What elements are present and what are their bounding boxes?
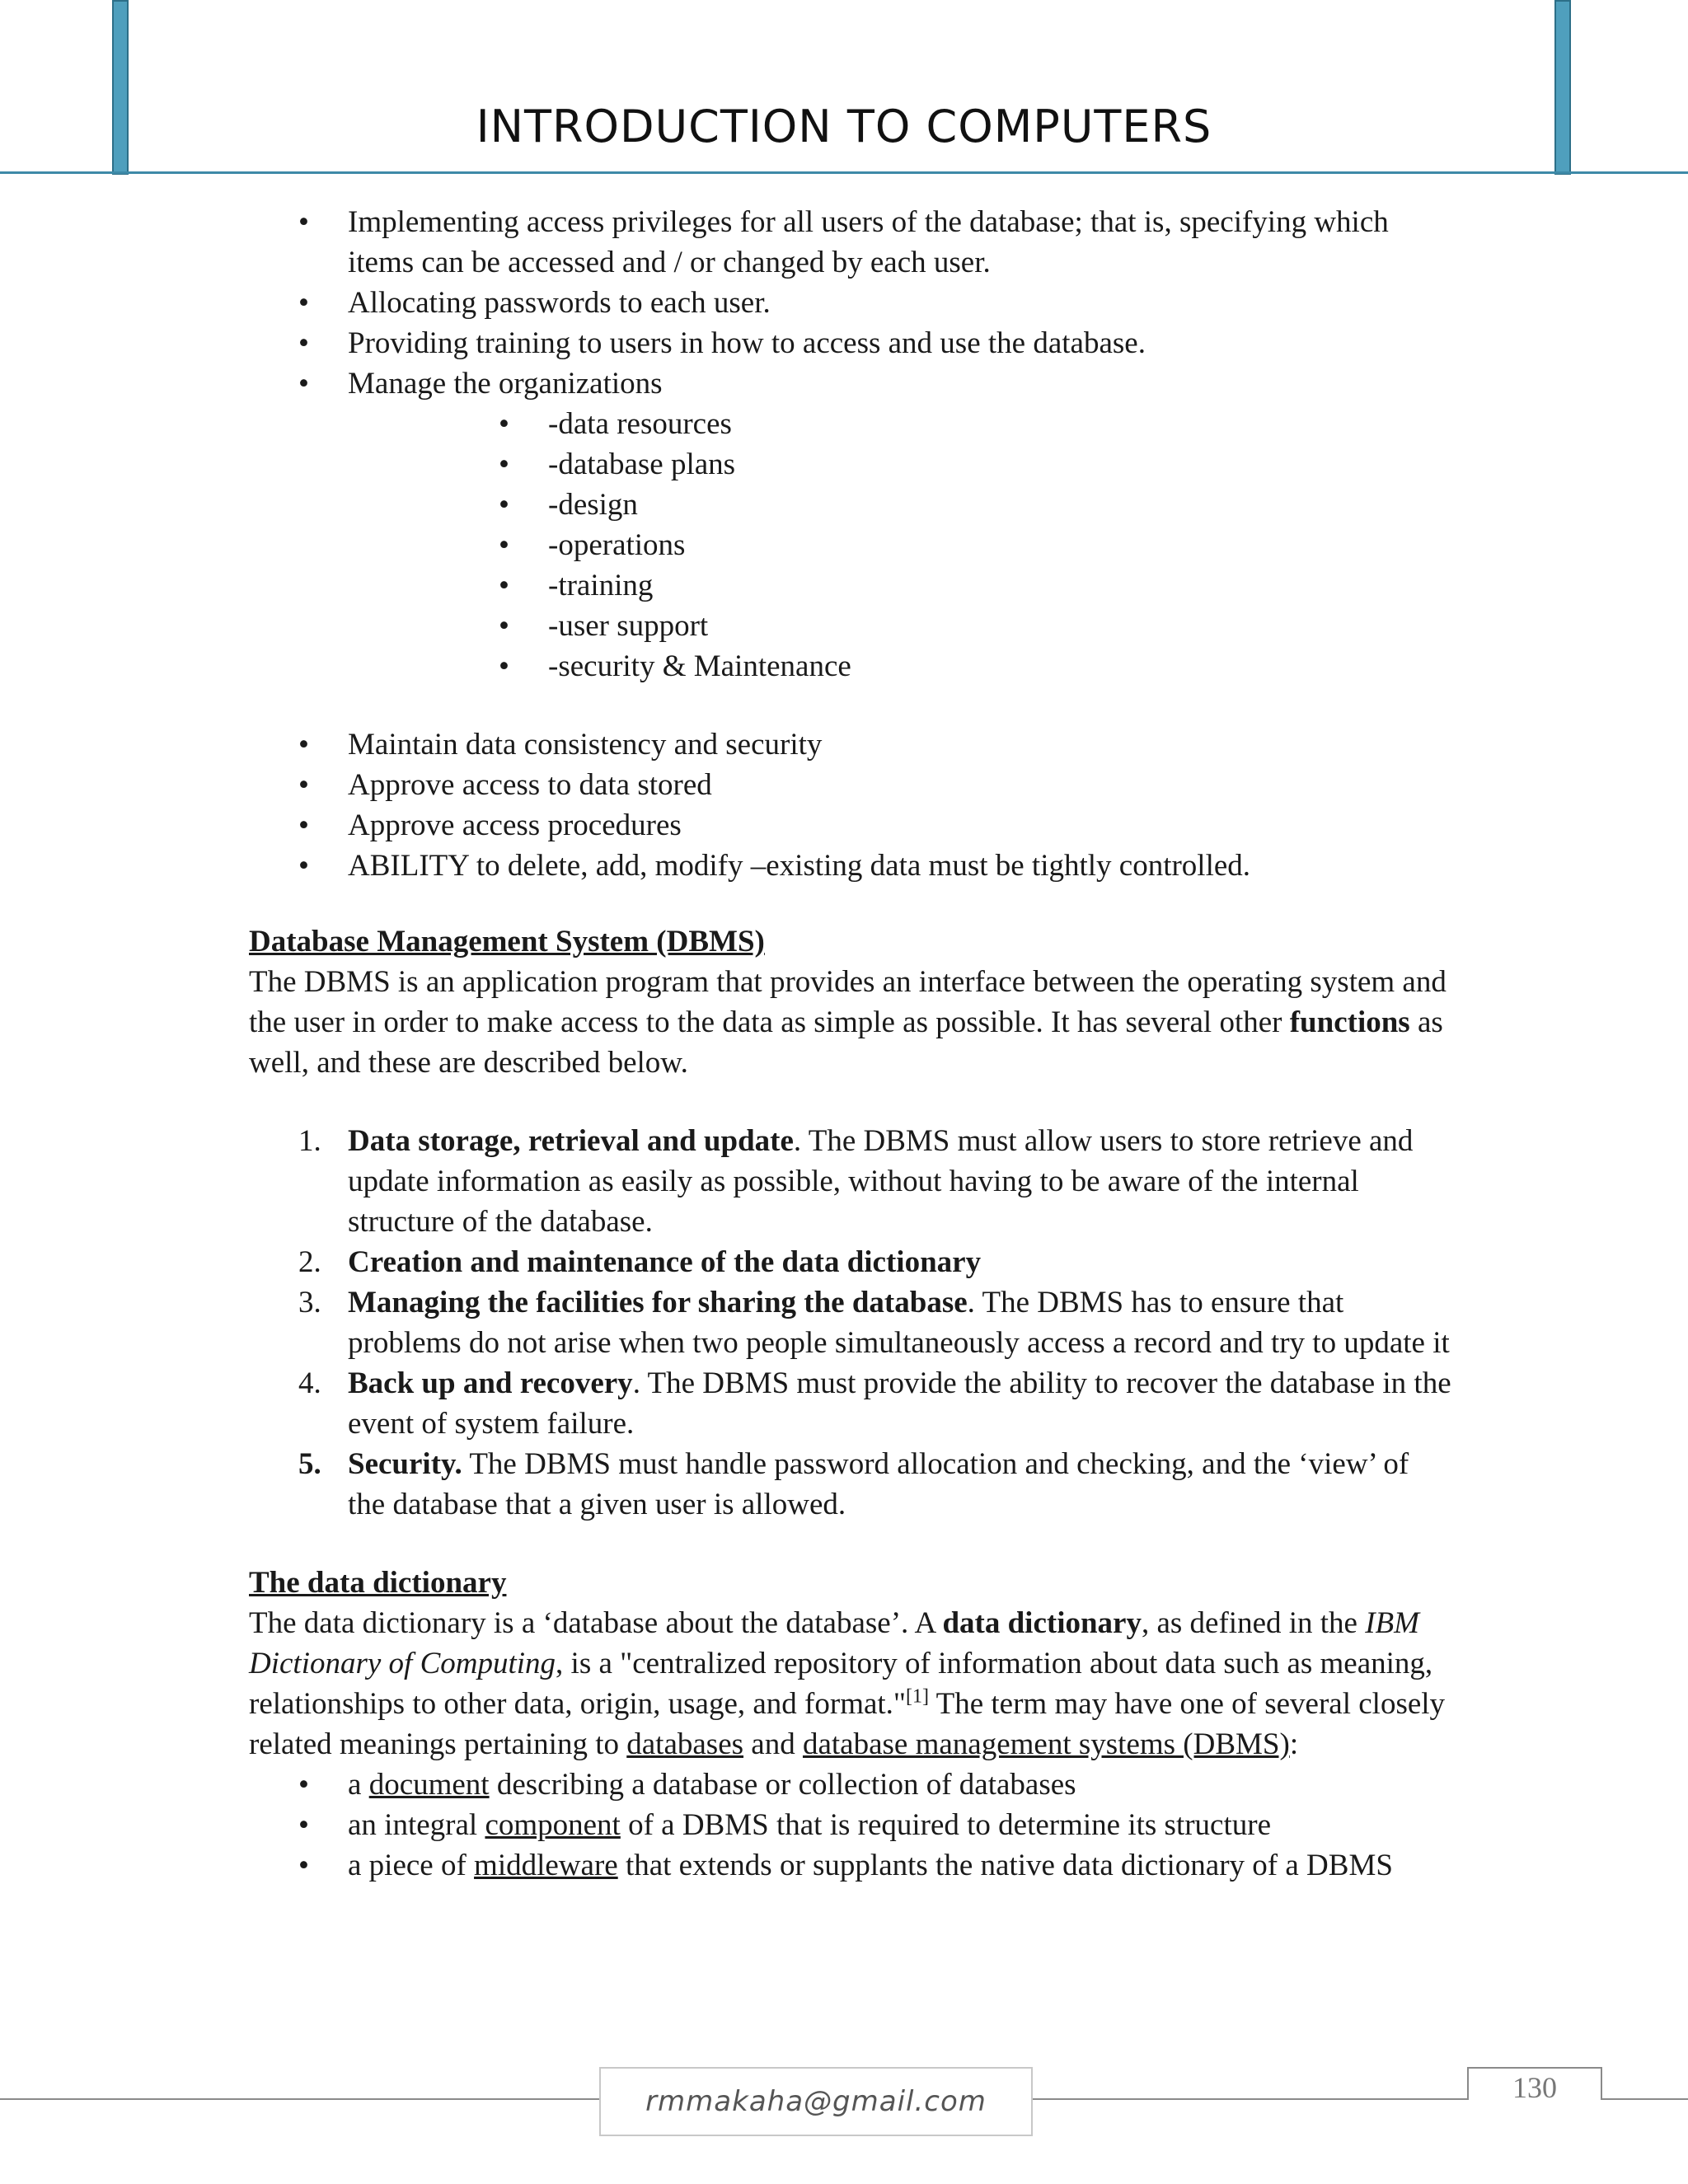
data-dictionary-heading: The data dictionary — [249, 1566, 507, 1600]
header-rule — [0, 171, 1688, 174]
page-header-title: INTRODUCTION TO COMPUTERS — [476, 101, 1212, 152]
footer-email: rmmakaha@gmail.com — [599, 2067, 1033, 2136]
list-item: • a piece of middleware that extends or supplants the native data dictionary of a DBMS — [249, 1845, 1452, 1886]
link-databases[interactable]: databases — [626, 1727, 744, 1761]
list-item: • Approve access to data stored — [249, 765, 1452, 805]
list-item: • Providing training to users in how to access and use the database. — [249, 323, 1452, 363]
list-item: • Maintain data consistency and security — [249, 724, 1452, 765]
list-item: 3. Managing the facilities for sharing the database. The DBMS has to ensure that problems do not arise when two people simultaneously access a record and try to update it — [298, 1286, 1450, 1360]
link-component[interactable]: component — [485, 1808, 621, 1842]
dbms-functions-list — [249, 1121, 1452, 1525]
list-item: 4. Back up and recovery. The DBMS must provide the ability to recover the database in the event of system failure. — [298, 1366, 1451, 1441]
list-item: • -operations — [249, 525, 1452, 565]
list-item: • a document describing a database or collection of databases — [249, 1765, 1452, 1805]
list-item: • -training — [249, 565, 1452, 606]
list-item: • Allocating passwords to each user. — [249, 283, 1452, 323]
dba-control-list — [249, 724, 1452, 886]
list-item: • -security & Maintenance — [249, 646, 1452, 687]
dbms-heading: Database Management System (DBMS) — [249, 925, 765, 958]
data-dictionary-meanings-list — [249, 1765, 1452, 1886]
data-dictionary-paragraph: The data dictionary is a ‘database about the database’. A data dictionary, as defined in the IBM Dictionary of Computing, is a "centralized repository of information about data such as meaning, relationships to other data, origin, usage, and format."[1] The term may have one of several closely related meanings pertaining to databases and database management systems (DBMS): — [249, 1606, 1446, 1761]
list-item: • -user support — [249, 606, 1452, 646]
organization-resources-list — [249, 404, 1452, 687]
list-item: • an integral component of a DBMS that is required to determine its structure — [249, 1805, 1452, 1845]
list-item: • ABILITY to delete, add, modify –existing data must be tightly controlled. — [249, 846, 1452, 886]
list-item: 1. Data storage, retrieval and update. The DBMS must allow users to store retrieve and update information as easily as possible, without having to be aware of the internal structure of the database. — [298, 1124, 1414, 1239]
list-item: • Manage the organizations — [249, 363, 1452, 404]
link-dbms[interactable]: database management systems (DBMS) — [802, 1727, 1290, 1761]
list-item: • -design — [249, 485, 1452, 525]
document-body — [249, 202, 1452, 1886]
list-item: 2. Creation and maintenance of the data dictionary — [298, 1245, 982, 1279]
link-document[interactable]: document — [368, 1768, 490, 1802]
citation-marker[interactable]: [1] — [906, 1685, 930, 1708]
list-item: • -database plans — [249, 444, 1452, 485]
page-number: 130 — [1512, 2071, 1557, 2104]
list-item: • Implementing access privileges for all users of the database; that is, specifying which items can be accessed and / or changed by each user. — [249, 202, 1452, 283]
link-middleware[interactable]: middleware — [474, 1849, 618, 1882]
dba-duties-list — [249, 202, 1452, 404]
dbms-intro-paragraph: The DBMS is an application program that provides an interface between the operating system and the user in order to make access to the data as simple as possible. It has several other functions as well, and these are described below. — [249, 965, 1447, 1080]
list-item: • -data resources — [249, 404, 1452, 444]
footer-rule-left — [0, 2098, 599, 2100]
list-item: 5. Security. The DBMS must handle password allocation and checking, and the ‘view’ of the database that a given user is allowed. — [298, 1447, 1409, 1521]
list-item: • Approve access procedures — [249, 805, 1452, 846]
